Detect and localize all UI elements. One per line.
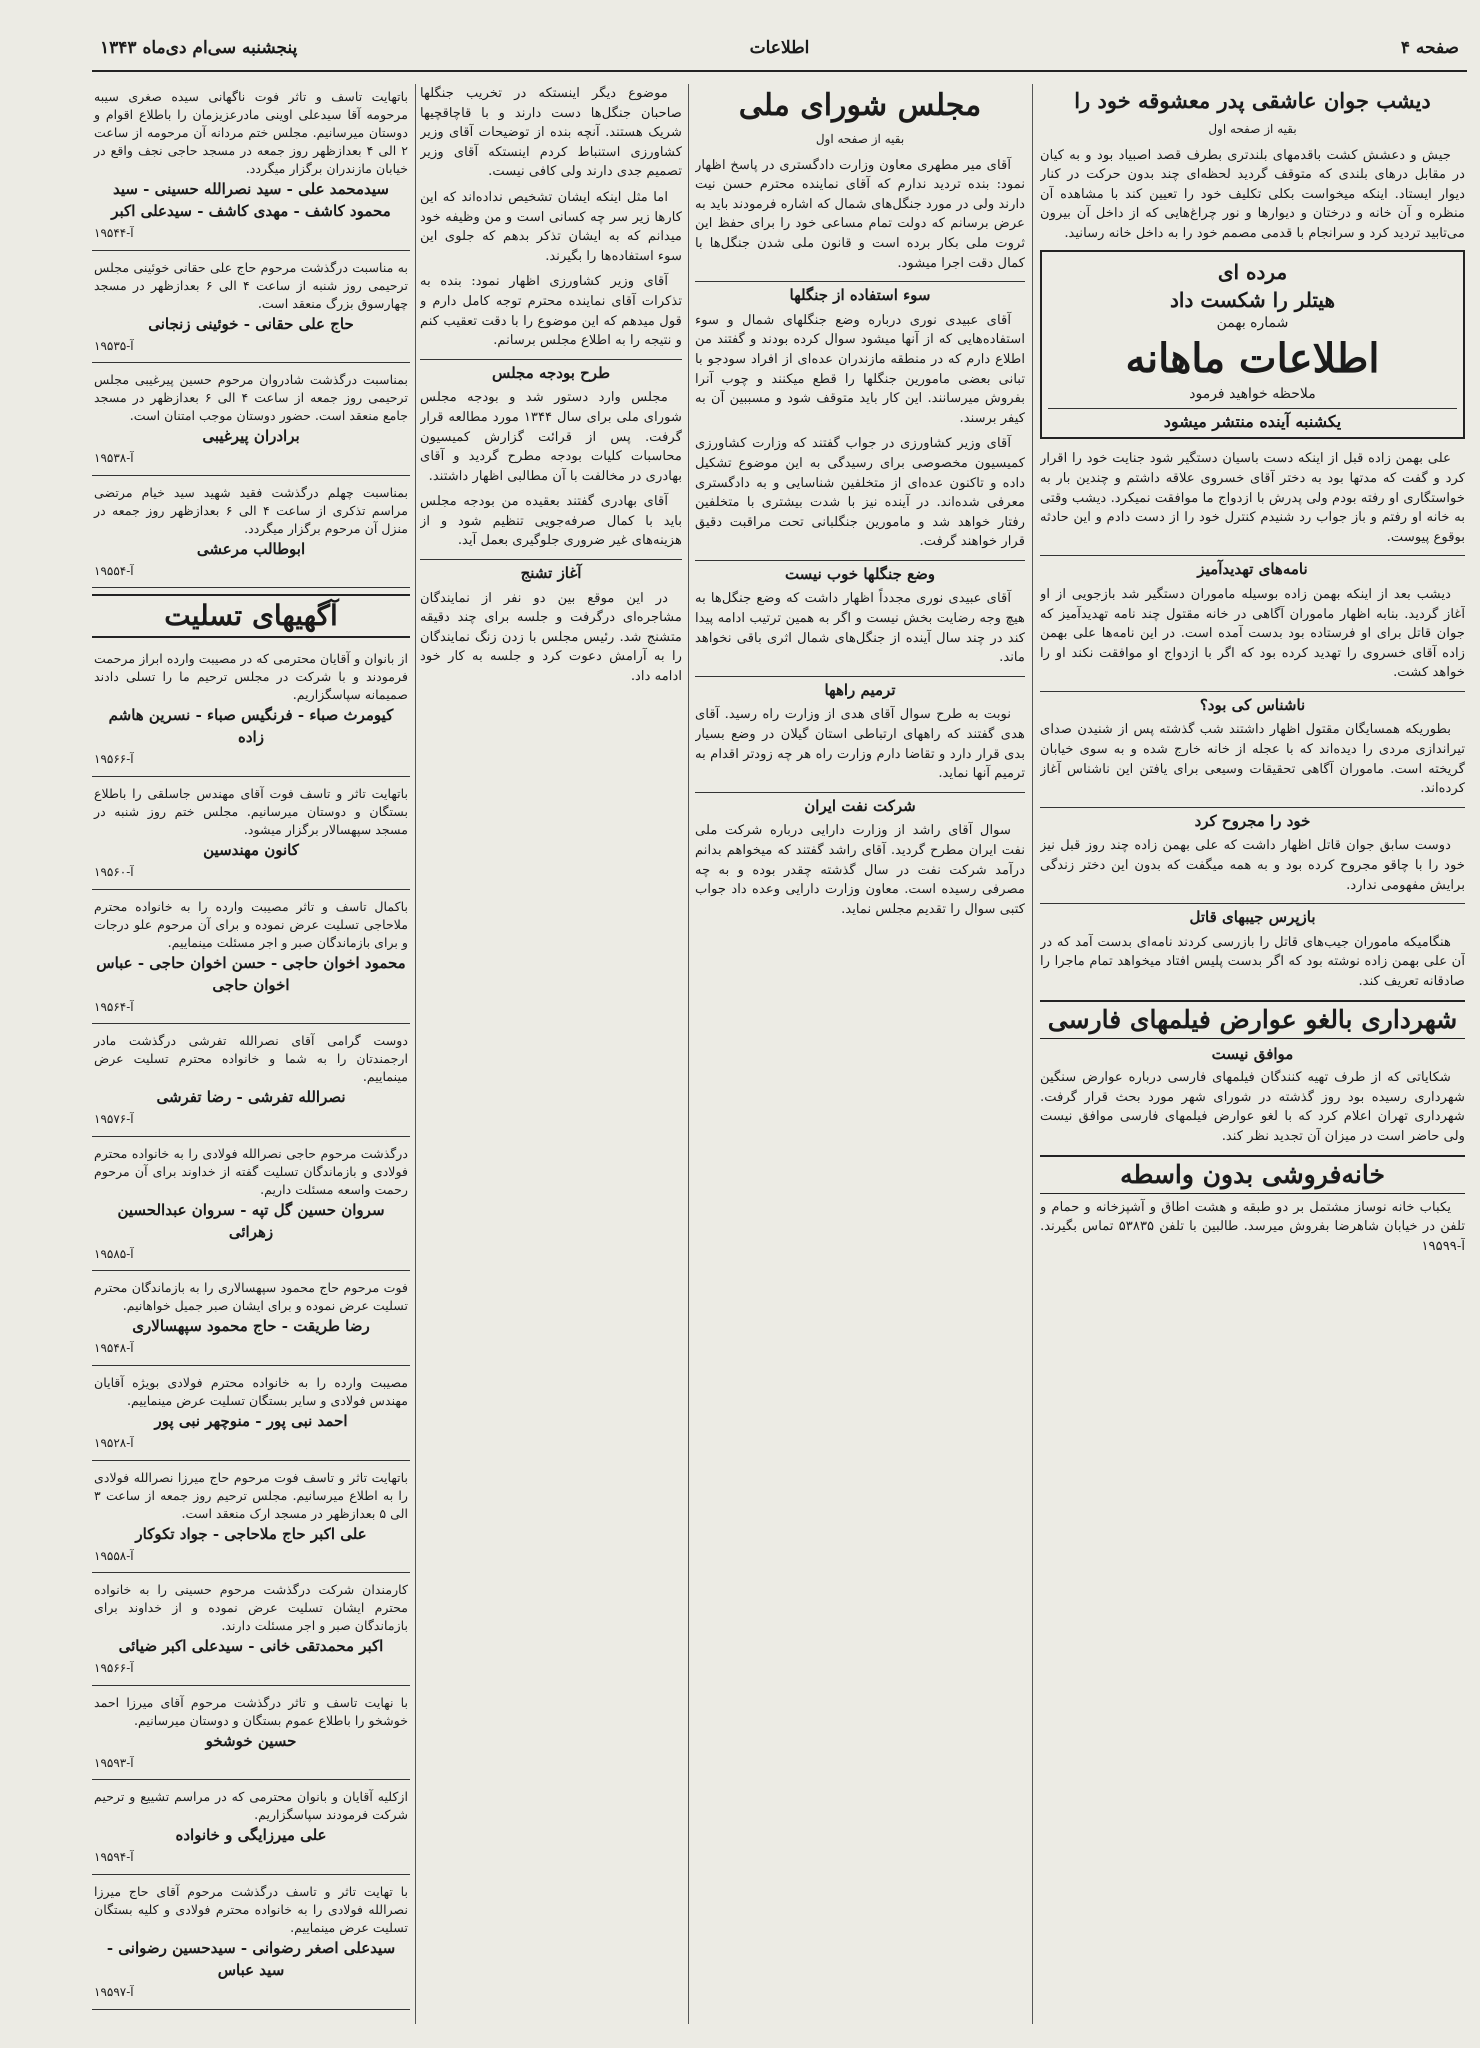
notice-item	[92, 1141, 410, 1272]
notice-item	[92, 646, 410, 777]
notice-names: برادران پیرغیبی	[202, 427, 300, 446]
notice-code: آ-۱۹۵۹۳	[94, 1755, 134, 1770]
column-parliament-continued	[420, 84, 682, 2034]
article-paragraph: مجلس وارد دستور شد و بودجه مجلس شورای ملی برای سال ۱۳۴۴ مورد مطالعه قرار گرفت. پس از قرائت گزارش کمیسیون محاسبات کلیات بودجه مطرح گردید و آقای بهادری در مخالفت با آن مطالبی اظهار داشتند.	[420, 390, 682, 484]
notice-item	[92, 781, 410, 890]
notice-names: سروان حسین گل تپه - سروان عبدالحسین زهرائی	[117, 1200, 385, 1241]
notice-code: آ-۱۹۵۹۴	[94, 1850, 134, 1865]
notice-code: آ-۱۹۵۶۴	[94, 999, 134, 1014]
notice-item	[92, 1370, 410, 1461]
notice-code: آ-۱۹۵۳۸	[94, 451, 134, 466]
article-paragraph: آقای وزیر کشاورزی در جواب گفتند که وزارت کشاورزی کمیسیون مخصوصی برای رسیدگی به این موضوع تشکیل داده و تاکنون عده‌ای از متخلفین شناسایی و به دادگستری معرفی شده‌اند. در آینده نیز با شدت بیشتری با متخلفین رفتار خواهد شد و مامورین جنگلبانی تحت مراقبت دقیق قرار خواهند گرفت.	[695, 436, 1025, 550]
article-paragraph: سوال آقای راشد از وزارت دارایی درباره شرکت ملی نفت ایران مطرح گردید. آقای راشد گفتند که میخواهم بدانم درآمد شرکت نفت در سال گذشته چقدر بوده و به چه مصرفی رسیده است. معاون وزارت دارایی وعده داد جواب کتبی سوال را تقدیم مجلس نماید.	[695, 823, 1025, 917]
notice-body: با تهایت تاثر و تاسف درگذشت مرحوم آقای حاج میرزا نصرالله فولادی را به خانواده محترم فولادی و کلیه بستگان تسلیت عرض مینماییم.	[94, 1883, 408, 1935]
notice-names: حسین خوشخو	[205, 1731, 297, 1750]
article-paragraph: آقای وزیر کشاورزی اظهار نمود: بنده به تذکرات آقای نماینده محترم توجه کامل دارم و قول میدهم که این موضوع را با دقت تعقیب کنم و نتیجه را به اطلاع مجلس برسانم.	[420, 274, 682, 349]
notice-item	[92, 894, 410, 1025]
notice-code: آ-۱۹۵۹۷	[94, 1984, 134, 1999]
paper-title: اطلاعات	[749, 38, 810, 58]
article-paragraph: شکایاتی که از طرف تهیه کنندگان فیلمهای فارسی درباره عوارض سنگین شهرداری رسیده بود روز گذشته در شورای شهر مورد بحث قرار گرفت. شهرداری تهران اعلام کرد که با لغو عوارض فیلمهای فارسی موافق نیست ولی حاضر است در میزان آن تجدید نظر کند.	[1040, 1070, 1465, 1144]
article-paragraph: موضوع دیگر اینستکه در تخریب جنگلها صاحبان جنگل‌ها دست دارند و با قاچاقچیها شریک هستند. آنچه بنده از توضیحات آقای وزیر کشاورزی استنباط کردم اینستکه آقای وزیر تصمیم جدی دارند ولی کافی نیست.	[420, 86, 682, 180]
ad-line: مرده ای	[1217, 259, 1288, 284]
notice-body: فوت مرحوم حاج محمود سپهسالاری را به بازماندگان محترم تسلیت عرض نموده و برای ایشان صبر جمیل خواهانیم.	[94, 1280, 408, 1314]
article-paragraph: آقای بهادری گفتند بعقیده من بودجه مجلس باید با کمال صرفه‌جویی تنظیم شود و از هزینه‌های غیر ضروری جلوگیری بعمل آید.	[420, 494, 682, 549]
article-paragraph: آقای عبیدی نوری مجدداً اظهار داشت که وضع جنگل‌ها به هیچ وجه رضایت بخش نیست و اگر به همین ترتیب ادامه پیدا کند در چند سال آینده از جنگل‌های شمال اثری باقی نخواهد ماند.	[695, 591, 1025, 666]
notice-code: آ-۱۹۵۲۸	[94, 1435, 134, 1450]
notice-names: علی اکبر حاج ملاحاجی - جواد تکوکار	[135, 1524, 367, 1543]
notice-item	[92, 1028, 410, 1137]
notice-body: بمناسبت درگذشت شادروان مرحوم حسین پیرغیبی مجلس ترحیمی روز جمعه از ساعت ۴ الی ۶ بعدازظهر در مسجد جامع منعقد است. حضور دوستان موجب امتنان است.	[94, 372, 409, 424]
notice-names: اکبر محمدتقی خانی - سیدعلی اکبر ضیائی	[118, 1637, 384, 1656]
article-paragraph: آقای میر مطهری معاون وزارت دادگستری در پاسخ اظهار نمود: بنده تردید ندارم که آقای نماینده محترم حسن نیت دارند ولی در مورد جنگل‌های شمال که اشاره فرمودند باید به عرض برسانم که دولت تمام مساعی خود را برای حفظ این ثروت ملی بکار برده است و قانون ملی شدن جنگل‌ها با کمال دقت اجرا میشود.	[695, 157, 1025, 271]
column-rule	[688, 84, 689, 2024]
notice-names: رضا طریقت - حاج محمود سپهسالاری	[132, 1317, 370, 1336]
notice-code: آ-۱۹۵۵۴	[94, 563, 134, 578]
article-dek: بقیه از صفحه اول	[815, 132, 905, 146]
page-masthead	[92, 30, 1467, 72]
page-number: صفحه ۴	[1400, 38, 1459, 58]
classified-body: یکباب خانه نوساز مشتمل بر دو طبقه و هشت اطاق و آشپزخانه و حمام و تلفن در خیابان شاهرضا بفروش میرسد. طالبین با تلفن ۵۳۸۳۵ تماس بگیرند. آ-۱۹۵۹۹	[1040, 1199, 1465, 1254]
notice-code: آ-۱۹۵۴۸	[94, 1341, 134, 1356]
article-subhead: ناشناس کی بود؟	[1040, 691, 1465, 716]
notice-item	[92, 1690, 410, 1781]
ad-line: شماره بهمن	[1216, 314, 1289, 331]
notice-body: مصیبت وارده را به خانواده محترم فولادی بویژه آقایان مهندس فولادی و سایر بستگان تسلیت عرض مینماییم.	[94, 1374, 408, 1408]
article-paragraph: دوست سابق جوان قاتل اظهار داشت که علی بهمن زاده چند روز قبل نیز خود را با چاقو مجروح کرده بود و به همه میگفت که بدون این دختر زندگی برایش مفهومی ندارد.	[1040, 838, 1465, 893]
notice-item	[92, 1879, 410, 2010]
article-subhead: ترمیم راهها	[695, 676, 1025, 701]
magazine-ad	[1040, 250, 1465, 440]
notice-body: ازکلیه آقایان و بانوان محترمی که در مراسم تشییع و ترحیم شرکت فرمودند سپاسگزاریم.	[94, 1789, 408, 1823]
notice-item	[92, 84, 410, 251]
article-headline: مجلس شورای ملی	[738, 88, 982, 123]
notice-body: با نهایت تاسف و تاثر درگذشت مرحوم آقای میرزا احمد خوشخو را باطلاع عموم بستگان و دوستان میرسانیم.	[94, 1694, 408, 1728]
article-paragraph: هنگامیکه ماموران جیب‌های قاتل را بازرسی کردند نامه‌ای بدست آمد که در آن علی بهمن زاده نوشته بود که اگر بدست پلیس افتاد میخواهد تمام ماجرا را صادقانه تعریف کند.	[1040, 934, 1465, 989]
notice-code: آ-۱۹۵۶۰	[94, 864, 134, 879]
notice-item	[92, 1577, 410, 1686]
article-paragraph: در این موقع بین دو نفر از نمایندگان مشاجره‌ای درگرفت و جلسه برای چند دقیقه متشنج شد. رئیس مجلس با زدن زنگ نمایندگان را به آرامش دعوت کرد و جلسه به کار خود ادامه داد.	[420, 590, 682, 685]
article-paragraph: علی بهمن زاده قبل از اینکه دست باسیان دستگیر شود جنایت خود را اقرار کرد و گفت که مدتها بود به دختر آقای خسروی علاقه داشتم و چندین بار به خواستگاری او رفته بودم ولی پدرش با ازدواج ما موافقت نمیکرد. دیشب وقتی به خانه او رفتم و باز جواب رد شنیدم کنترل خود را از دست دادم و این حادثه بوقوع پیوست.	[1040, 451, 1465, 545]
notice-body: از بانوان و آقایان محترمی که در مصیبت وارده ابراز مرحمت فرمودند و با شرکت در مجلس ترحیم ما را تسلی دادند صمیمانه سپاسگزاریم.	[94, 651, 408, 703]
notice-names: سیدمحمد علی - سید نصرالله حسینی - سید محمود کاشف - مهدی کاشف - سیدعلی اکبر	[111, 180, 391, 220]
notice-names: سیدعلی اصغر رضوانی - سیدحسین رضوانی - سید عباس	[106, 1938, 396, 1979]
article-subhead: سوء استفاده از جنگلها	[695, 281, 1025, 306]
article-paragraph: دیشب بعد از اینکه بهمن زاده بوسیله ماموران دستگیر شد بازجویی از او آغاز گردید. بنابه اظهار ماموران آگاهی در خانه مقتول چند نامه تهدیدآمیز که جوان قاتل برای او فرستاده بود بدست آمده است. در این نامه‌ها علی بهمن زاده آقای خسروی را تهدید کرده بود که اگر با ازدواج او موافقت نکند او را خواهد کشت.	[1040, 586, 1465, 681]
notice-item	[92, 255, 410, 364]
notice-body: دوست گرامی آقای نصرالله تفرشی درگذشت مادر ارجمندتان را به شما و خانواده محترم تسلیت عرض مینماییم.	[94, 1033, 408, 1085]
notice-item	[92, 480, 410, 589]
notice-body: باتهایت تاثر و تاسف فوت مرحوم حاج میرزا نصرالله فولادی را به اطلاع میرسانیم. مجلس ترحیم روز جمعه از ساعت ۳ الی ۵ بعدازظهر در مسجد ارک منعقد است.	[94, 1469, 408, 1521]
article-subhead: شرکت نفت ایران	[695, 792, 1025, 817]
notice-names: احمد نبی پور - منوچهر نبی پور	[154, 1411, 348, 1430]
notice-body: به مناسبت درگذشت مرحوم حاج علی حقانی خوئینی مجلس ترحیمی روز شنبه از ساعت ۴ الی ۶ بعدازظهر در مسجد چهارسوق بزرگ منعقد است.	[94, 259, 408, 311]
notice-body: باتهایت تاثر و تاسف فوت آقای مهندس جاسلقی را باطلاع بستگان و دوستان میرسانیم. مجلس ختم روز شنبه در مسجد سپهسالار برگزار میشود.	[94, 785, 408, 837]
notice-names: علی میرزایگی و خانواده	[175, 1826, 327, 1845]
article-paragraph: اما مثل اینکه ایشان تشخیص نداده‌اند که این کارها زیر سر چه کسانی است و من وظیفه خود میدانم که به ایشان تذکر بدهم که جلوی این سوء استفاده‌ها را بگیرند.	[420, 189, 682, 264]
notice-names: محمود اخوان حاجی - حسن اخوان حاجی - عباس اخوان حاجی	[96, 953, 406, 994]
article-subhead: آغاز تشنج	[420, 559, 682, 584]
ad-magazine-title: اطلاعات ماهانه	[1125, 335, 1380, 383]
notice-names: ابوطالب مرعشی	[196, 539, 306, 558]
notice-body: باکمال تاسف و تاثر مصیبت وارده را به خانواده محترم ملاحاجی تسلیت عرض نموده و برای آن مرحوم علو درجات و برای بازماندگان صبر و اجر مسئلت مینماییم.	[94, 898, 408, 950]
article-subhead: خود را مجروح کرد	[1040, 807, 1465, 832]
article-subhead: بازپرس جیبهای قاتل	[1040, 903, 1465, 928]
notice-names: کیومرث صباء - فرنگیس صباء - نسرین هاشم زاده	[108, 706, 394, 747]
issue-date: پنجشنبه سی‌ام دی‌ماه ۱۳۴۳	[100, 38, 298, 58]
notice-item	[92, 1784, 410, 1875]
ad-line: ملاحظه خواهید فرمود	[1189, 386, 1316, 403]
notice-code: آ-۱۹۵۶۶	[94, 1661, 134, 1676]
article-paragraph: آقای عبیدی نوری درباره وضع جنگلهای شمال و سوء استفاده‌هایی که از آنها میشود سوال کرده بودند و گفتند من اطلاع دارم که در منطقه مازندران عده‌ای از افراد سودجو با تبانی بعضی مامورین جنگلها را قطع میکنند و چوب آنرا بفروش میرسانند. این کار باید متوقف شود و مسببین آن به کیفر برسند.	[695, 312, 1025, 426]
notice-code: آ-۱۹۵۳۵	[94, 338, 134, 353]
notice-names: نصرالله تفرشی - رضا تفرشی	[156, 1088, 346, 1107]
article-subhead: موافق نیست	[1211, 1044, 1294, 1063]
notice-body: کارمندان شرکت درگذشت مرحوم حسینی را به خانواده محترم ایشان تسلیت عرض نموده و از خداوند برای بازماندگان صبر و اجر مسئلت دارند.	[94, 1582, 408, 1634]
notice-code: آ-۱۹۵۸۵	[94, 1246, 134, 1261]
ad-line: یکشنبه آینده منتشر میشود	[1048, 408, 1457, 432]
notice-item	[92, 1275, 410, 1366]
notice-names: حاج علی حقانی - خوئینی زنجانی	[148, 314, 354, 333]
article-paragraph: نوبت به طرح سوال آقای هدی از وزارت راه رسید. آقای هدی گفتند که راههای ارتباطی استان گیلان در وضع بسیار بدی قرار دارد و تقاضا دارم وزارت راه هر چه زودتر اقدام به ترمیم آنها نماید.	[695, 707, 1025, 782]
notice-body: درگذشت مرحوم حاجی نصرالله فولادی را به خانواده محترم فولادی و بازماندگان تسلیت گفته از خداوند برای آن مرحوم رحمت واسعه مسئلت داریم.	[94, 1145, 408, 1197]
section-heading: آگهیهای تسلیت	[92, 594, 410, 638]
notice-body: بمناسبت چهلم درگذشت فقید شهید سید خیام مرتضی مراسم تذکری از ساعت ۴ الی ۶ بعدازظهر روز جمعه در منزل آن مرحوم برگزار میگردد.	[94, 484, 408, 536]
notice-body: باتهایت تاسف و تاثر فوت ناگهانی سیده صغری سیبه مرحومه آقا سیدعلی اوینی مادرعزیزمان را باطلاع اقوام و دوستان میرسانیم. مجلس ختم مردانه آن مرحومه از ساعت ۲ الی ۴ بعدازظهر روز جمعه در مسجد حاجی نجف واقع در خیابان مازندران برگزار میگردد.	[94, 89, 408, 176]
notice-item	[92, 1465, 410, 1574]
article-paragraph: جیش و دعشش کشت باقدمهای بلندتری بطرف قصد اصبیاد بود و به کیان در مقابل درهای بلندی که متوقف گردید لحظه‌ای چند بدون حرکت در کنار دیوار ایستاد. اینکه میخواست بکلی تکلیف خود را تعیین کند با مشاهده آن منظره و آن خانه و درختان و دیوارها و نور چراغ‌هایی که از داخل آن بیرون می‌تابید تردید کرد و سرانجام با قدمی مصمم خود را به داخل خانه رسانید.	[1040, 147, 1465, 241]
article-headline: شهرداری بالغو عوارض فیلمهای فارسی	[1040, 1000, 1465, 1039]
column-rule	[1032, 84, 1033, 2024]
ad-line: هیتلر را شکست داد	[1169, 287, 1336, 312]
article-subhead: طرح بودجه مجلس	[420, 359, 682, 384]
column-rule	[415, 84, 416, 2024]
notice-code: آ-۱۹۵۴۴	[94, 226, 134, 240]
article-headline: دیشب جوان عاشقی پدر معشوقه خود را	[1074, 88, 1431, 113]
column-notices	[92, 84, 410, 2034]
column-parliament	[695, 84, 1025, 2034]
column-murder-story	[1040, 84, 1465, 2034]
article-dek: بقیه از صفحه اول	[1208, 122, 1297, 136]
notice-code: آ-۱۹۵۵۸	[94, 1548, 134, 1563]
notice-code: آ-۱۹۵۶۶	[94, 752, 134, 767]
article-paragraph: بطوریکه همسایگان مقتول اظهار داشتند شب گذشته پس از شنیدن صدای تیراندازی مردی را دیده‌اند که با عجله از خانه خارج شده و به سوی خیابان گریخته است. ماموران آگاهی تحقیقات وسیعی برای یافتن این ناشناس آغاز کرده‌اند.	[1040, 722, 1465, 797]
notice-names: کانون مهندسین	[203, 840, 299, 859]
notice-code: آ-۱۹۵۷۶	[94, 1112, 134, 1127]
classified-headline: خانه‌فروشی بدون واسطه	[1040, 1155, 1465, 1194]
notice-item	[92, 367, 410, 476]
article-subhead: نامه‌های تهدیدآمیز	[1040, 555, 1465, 580]
article-subhead: وضع جنگلها خوب نیست	[695, 560, 1025, 585]
